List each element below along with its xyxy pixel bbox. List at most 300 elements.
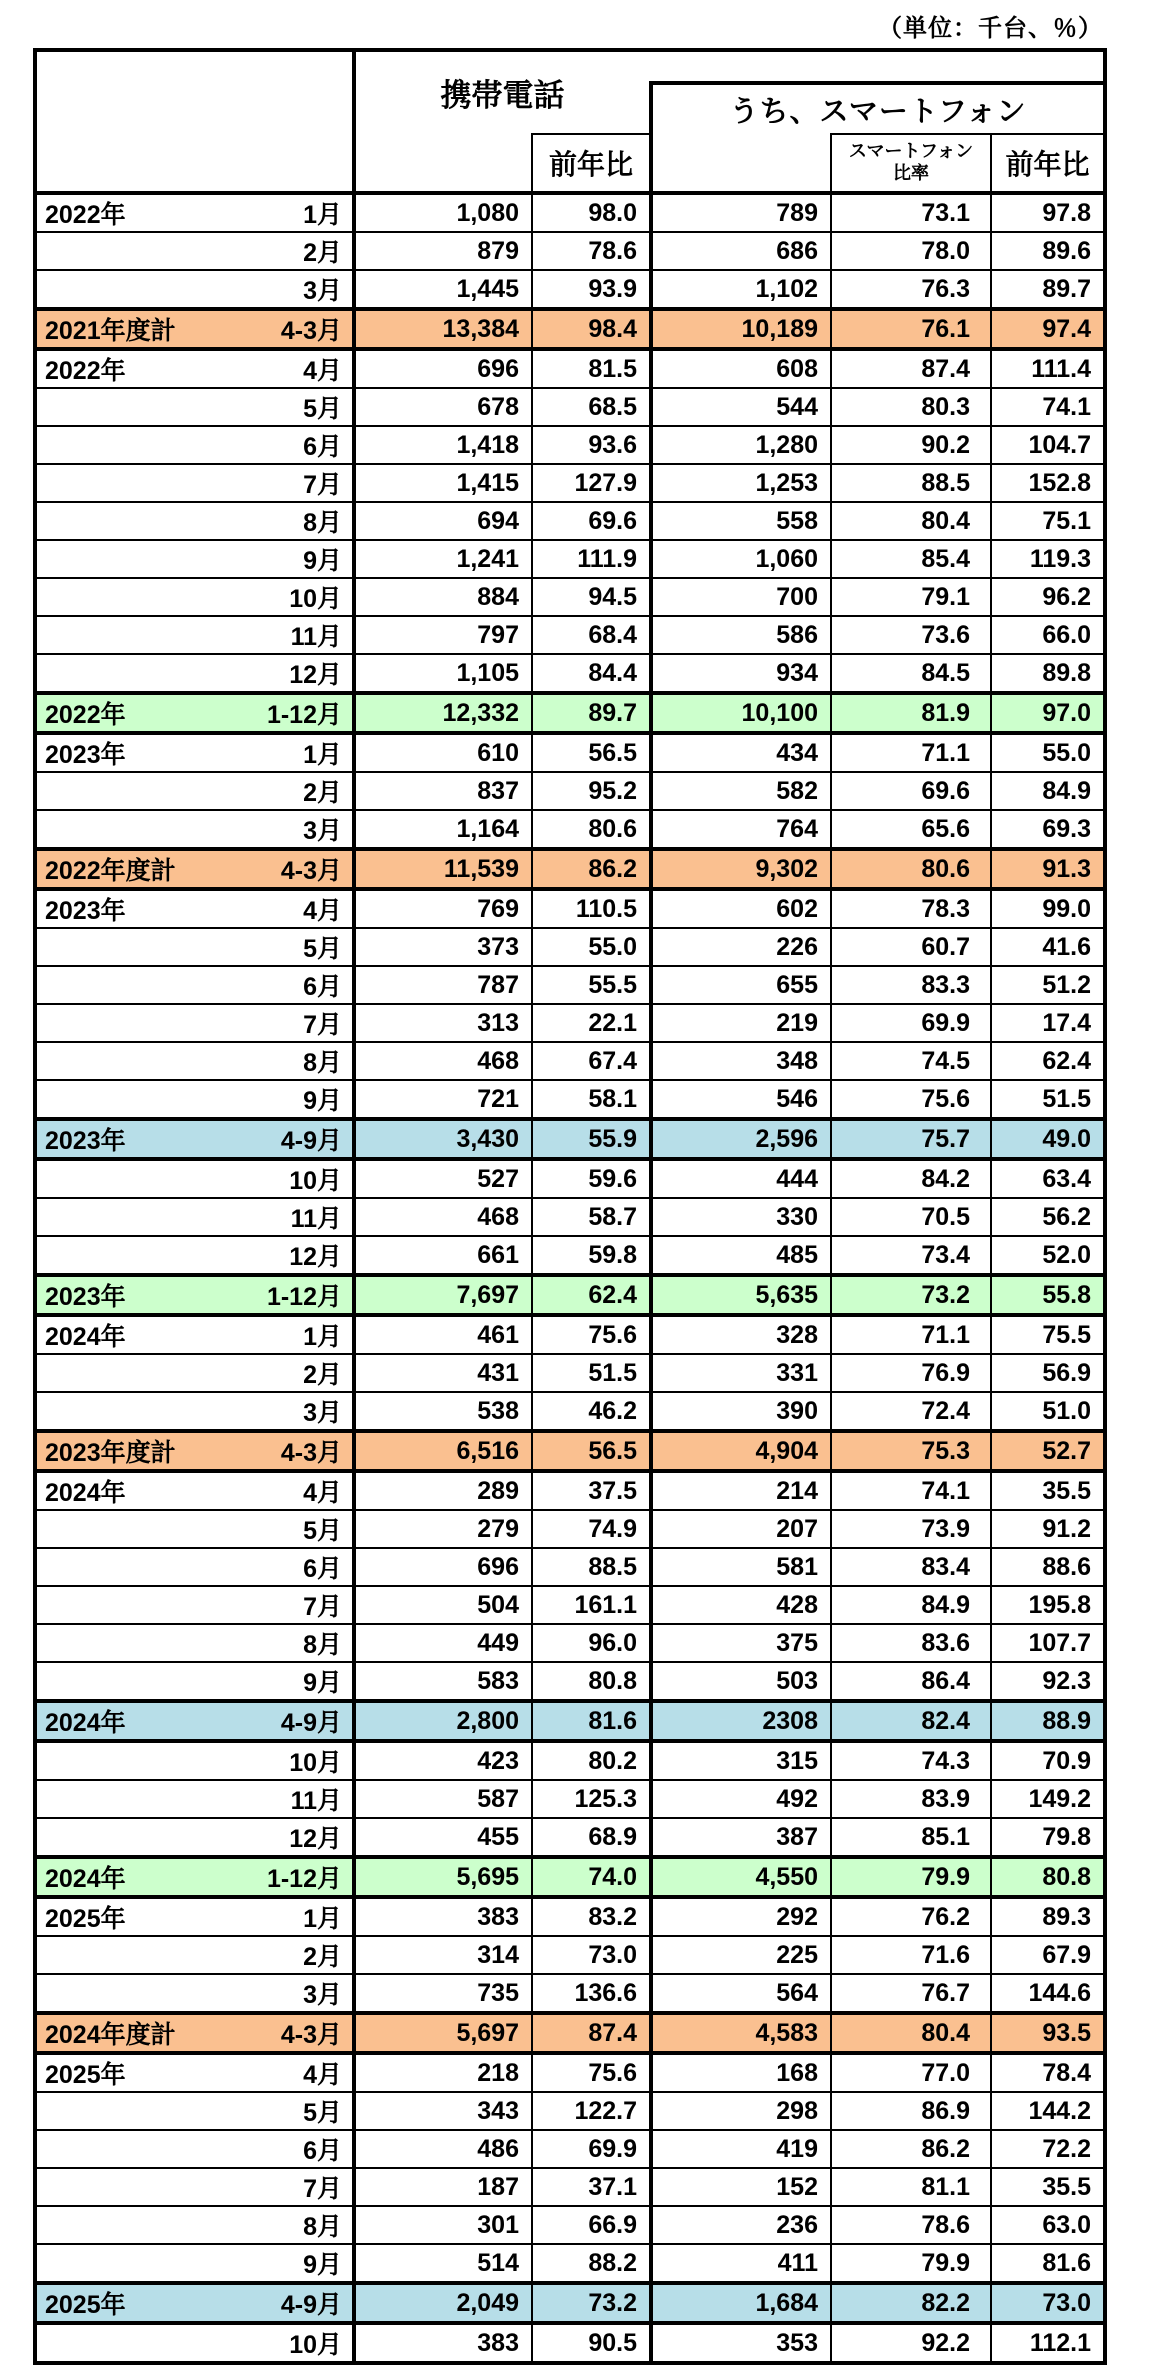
cell-sp-yoy: 84.9 <box>991 772 1105 810</box>
row-label <box>37 233 352 269</box>
cell-sp-units: 492 <box>651 1780 831 1818</box>
smartphone-units-header <box>651 134 831 193</box>
table-row <box>35 2130 1105 2168</box>
row-label <box>37 1081 352 1117</box>
cell-sp-units: 686 <box>651 232 831 270</box>
cell-sp-ratio: 79.1 <box>831 578 991 616</box>
phone-group-header: 携帯電話 <box>440 78 565 113</box>
cell-year-period <box>35 578 354 616</box>
cell-sp-units: 5,635 <box>651 1275 831 1315</box>
cell-year-period <box>35 1741 354 1780</box>
cell-sp-units: 1,102 <box>651 270 831 309</box>
period-label: 10月 <box>289 1749 342 1777</box>
cell-sp-yoy: 63.0 <box>991 2206 1105 2244</box>
table-row <box>35 616 1105 654</box>
cell-phone-units: 735 <box>354 1974 532 2013</box>
cell-phone-yoy: 75.6 <box>532 2053 651 2092</box>
row-label <box>37 1511 352 1547</box>
cell-year-period <box>35 2092 354 2130</box>
row-label <box>37 2285 352 2321</box>
period-label: 12月 <box>289 661 342 689</box>
cell-sp-units: 168 <box>651 2053 831 2092</box>
row-label <box>37 271 352 307</box>
phone-units-header <box>354 134 532 193</box>
cell-sp-yoy: 78.4 <box>991 2053 1105 2092</box>
cell-phone-yoy: 88.2 <box>532 2244 651 2283</box>
cell-year-period <box>35 654 354 693</box>
cell-phone-yoy: 74.9 <box>532 1510 651 1548</box>
cell-phone-yoy: 127.9 <box>532 464 651 502</box>
cell-phone-yoy: 98.4 <box>532 309 651 349</box>
year-label: 2024年 <box>45 1865 126 1893</box>
row-label <box>37 465 352 501</box>
cell-year-period <box>35 693 354 733</box>
cell-sp-yoy: 56.9 <box>991 1354 1105 1392</box>
cell-year-period <box>35 1586 354 1624</box>
cell-phone-yoy: 58.7 <box>532 1198 651 1236</box>
cell-sp-ratio: 84.5 <box>831 654 991 693</box>
table-row <box>35 1198 1105 1236</box>
cell-sp-units: 4,904 <box>651 1431 831 1471</box>
cell-phone-units: 879 <box>354 232 532 270</box>
cell-sp-ratio: 80.4 <box>831 502 991 540</box>
cell-sp-ratio: 80.4 <box>831 2013 991 2053</box>
cell-sp-yoy: 72.2 <box>991 2130 1105 2168</box>
year-label: 2025年 <box>45 1905 126 1933</box>
period-label: 1月 <box>303 741 342 769</box>
table-row <box>35 232 1105 270</box>
cell-year-period <box>35 1354 354 1392</box>
table-row-total <box>35 1119 1105 1159</box>
cell-sp-ratio: 75.3 <box>831 1431 991 1471</box>
cell-year-period <box>35 1510 354 1548</box>
cell-year-period <box>35 193 354 232</box>
cell-year-period <box>35 1004 354 1042</box>
cell-sp-yoy: 66.0 <box>991 616 1105 654</box>
cell-phone-units: 3,430 <box>354 1119 532 1159</box>
row-label <box>37 929 352 965</box>
cell-year-period <box>35 849 354 889</box>
row-label <box>37 1199 352 1235</box>
smartphone-yoy-header: 前年比 <box>991 134 1105 193</box>
cell-phone-units: 2,800 <box>354 1701 532 1741</box>
cell-year-period <box>35 1315 354 1354</box>
cell-sp-units: 328 <box>651 1315 831 1354</box>
table-body <box>35 193 1105 2363</box>
cell-sp-yoy: 152.8 <box>991 464 1105 502</box>
table-row <box>35 1080 1105 1119</box>
table-row <box>35 2206 1105 2244</box>
cell-sp-yoy: 51.2 <box>991 966 1105 1004</box>
row-label <box>37 1859 352 1895</box>
period-label: 1-12月 <box>266 1865 342 1893</box>
row-label <box>37 1433 352 1469</box>
year-label: 2023年 <box>45 897 126 925</box>
year-label: 2023年 <box>45 741 126 769</box>
cell-sp-units: 428 <box>651 1586 831 1624</box>
cell-sp-units: 207 <box>651 1510 831 1548</box>
row-label <box>37 811 352 847</box>
cell-sp-ratio: 72.4 <box>831 1392 991 1431</box>
cell-sp-yoy: 52.7 <box>991 1431 1105 1471</box>
cell-year-period <box>35 1159 354 1198</box>
cell-phone-yoy: 80.6 <box>532 810 651 849</box>
cell-sp-ratio: 76.2 <box>831 1897 991 1936</box>
cell-phone-yoy: 88.5 <box>532 1548 651 1586</box>
cell-phone-units: 461 <box>354 1315 532 1354</box>
row-label <box>37 2055 352 2091</box>
row-label <box>37 311 352 347</box>
cell-phone-units: 449 <box>354 1624 532 1662</box>
cell-sp-ratio: 92.2 <box>831 2323 991 2363</box>
cell-phone-yoy: 55.9 <box>532 1119 651 1159</box>
cell-phone-units: 696 <box>354 349 532 388</box>
table-row <box>35 2053 1105 2092</box>
cell-sp-yoy: 91.3 <box>991 849 1105 889</box>
cell-sp-ratio: 86.9 <box>831 2092 991 2130</box>
cell-sp-ratio: 71.1 <box>831 733 991 772</box>
period-label: 5月 <box>303 935 342 963</box>
cell-sp-yoy: 104.7 <box>991 426 1105 464</box>
cell-sp-ratio: 70.5 <box>831 1198 991 1236</box>
cell-phone-units: 301 <box>354 2206 532 2244</box>
cell-phone-units: 587 <box>354 1780 532 1818</box>
cell-sp-ratio: 86.4 <box>831 1662 991 1701</box>
cell-sp-units: 444 <box>651 1159 831 1198</box>
cell-phone-yoy: 161.1 <box>532 1586 651 1624</box>
cell-year-period <box>35 1198 354 1236</box>
period-label: 7月 <box>303 1593 342 1621</box>
row-label <box>37 1043 352 1079</box>
cell-sp-units: 10,100 <box>651 693 831 733</box>
cell-sp-units: 434 <box>651 733 831 772</box>
cell-sp-yoy: 144.6 <box>991 1974 1105 2013</box>
period-label: 11月 <box>290 1787 342 1815</box>
cell-phone-units: 12,332 <box>354 693 532 733</box>
cell-sp-ratio: 80.6 <box>831 849 991 889</box>
cell-phone-units: 1,445 <box>354 270 532 309</box>
cell-sp-units: 375 <box>651 1624 831 1662</box>
cell-phone-units: 1,415 <box>354 464 532 502</box>
cell-sp-units: 558 <box>651 502 831 540</box>
cell-year-period <box>35 1236 354 1275</box>
cell-year-period <box>35 1780 354 1818</box>
cell-phone-units: 538 <box>354 1392 532 1431</box>
row-label <box>37 2325 352 2361</box>
table-row <box>35 1586 1105 1624</box>
row-label <box>37 389 352 425</box>
row-label <box>37 1975 352 2011</box>
smartphone-ratio-header <box>831 134 991 193</box>
cell-sp-units: 934 <box>651 654 831 693</box>
cell-year-period <box>35 1701 354 1741</box>
table-row-total <box>35 2013 1105 2053</box>
table-row <box>35 578 1105 616</box>
cell-phone-units: 343 <box>354 2092 532 2130</box>
cell-sp-units: 700 <box>651 578 831 616</box>
cell-sp-yoy: 88.9 <box>991 1701 1105 1741</box>
year-label: 2022年 <box>45 201 126 229</box>
cell-sp-yoy: 17.4 <box>991 1004 1105 1042</box>
cell-sp-units: 214 <box>651 1471 831 1510</box>
cell-sp-units: 503 <box>651 1662 831 1701</box>
cell-sp-units: 546 <box>651 1080 831 1119</box>
table-row <box>35 540 1105 578</box>
cell-phone-yoy: 66.9 <box>532 2206 651 2244</box>
cell-phone-yoy: 125.3 <box>532 1780 651 1818</box>
cell-sp-yoy: 74.1 <box>991 388 1105 426</box>
cell-sp-yoy: 89.8 <box>991 654 1105 693</box>
year-label: 2025年 <box>45 2291 126 2319</box>
period-label: 2月 <box>303 1943 342 1971</box>
table-row <box>35 966 1105 1004</box>
cell-year-period <box>35 2053 354 2092</box>
row-label <box>37 2131 352 2167</box>
table-row <box>35 1354 1105 1392</box>
cell-sp-units: 1,684 <box>651 2283 831 2323</box>
cell-year-period <box>35 2283 354 2323</box>
cell-year-period <box>35 1818 354 1857</box>
table-row <box>35 464 1105 502</box>
row-label <box>37 1005 352 1041</box>
cell-sp-yoy: 89.6 <box>991 232 1105 270</box>
cell-sp-units: 2308 <box>651 1701 831 1741</box>
cell-phone-units: 527 <box>354 1159 532 1198</box>
cell-sp-ratio: 81.9 <box>831 693 991 733</box>
period-label: 8月 <box>303 1049 342 1077</box>
cell-sp-yoy: 91.2 <box>991 1510 1105 1548</box>
cell-year-period <box>35 1974 354 2013</box>
cell-phone-units: 5,697 <box>354 2013 532 2053</box>
table-row <box>35 1315 1105 1354</box>
table-row-total <box>35 2283 1105 2323</box>
cell-year-period <box>35 1080 354 1119</box>
unit-note: （単位：千台、％） <box>878 15 1103 42</box>
cell-phone-units: 218 <box>354 2053 532 2092</box>
cell-year-period <box>35 2013 354 2053</box>
cell-phone-units: 1,164 <box>354 810 532 849</box>
cell-sp-yoy: 96.2 <box>991 578 1105 616</box>
cell-phone-units: 6,516 <box>354 1431 532 1471</box>
cell-sp-units: 586 <box>651 616 831 654</box>
cell-phone-units: 837 <box>354 772 532 810</box>
cell-phone-units: 1,418 <box>354 426 532 464</box>
cell-sp-units: 485 <box>651 1236 831 1275</box>
cell-sp-ratio: 69.6 <box>831 772 991 810</box>
cell-sp-yoy: 69.3 <box>991 810 1105 849</box>
table-row <box>35 772 1105 810</box>
cell-sp-yoy: 62.4 <box>991 1042 1105 1080</box>
table-row <box>35 928 1105 966</box>
cell-sp-yoy: 112.1 <box>991 2323 1105 2363</box>
cell-phone-units: 7,697 <box>354 1275 532 1315</box>
year-label: 2024年度計 <box>45 2021 176 2049</box>
period-label: 2月 <box>303 779 342 807</box>
cell-phone-units: 504 <box>354 1586 532 1624</box>
cell-sp-units: 315 <box>651 1741 831 1780</box>
period-label: 1月 <box>303 1323 342 1351</box>
cell-year-period <box>35 464 354 502</box>
cell-sp-ratio: 74.3 <box>831 1741 991 1780</box>
cell-phone-yoy: 80.2 <box>532 1741 651 1780</box>
row-label <box>37 1237 352 1273</box>
table-row <box>35 1510 1105 1548</box>
cell-phone-units: 383 <box>354 1897 532 1936</box>
row-label <box>37 1317 352 1353</box>
cell-phone-yoy: 37.5 <box>532 1471 651 1510</box>
smartphone-ratio-line2: 比率 <box>893 163 929 183</box>
cell-phone-units: 468 <box>354 1042 532 1080</box>
cell-year-period <box>35 810 354 849</box>
cell-phone-yoy: 37.1 <box>532 2168 651 2206</box>
cell-phone-units: 769 <box>354 889 532 928</box>
cell-phone-yoy: 86.2 <box>532 849 651 889</box>
period-label: 1-12月 <box>266 1283 342 1311</box>
table-row <box>35 426 1105 464</box>
cell-sp-ratio: 83.6 <box>831 1624 991 1662</box>
cell-phone-units: 455 <box>354 1818 532 1857</box>
cell-sp-units: 2,596 <box>651 1119 831 1159</box>
row-label <box>37 1393 352 1429</box>
cell-sp-units: 348 <box>651 1042 831 1080</box>
period-label: 4月 <box>303 357 342 385</box>
cell-year-period <box>35 928 354 966</box>
cell-year-period <box>35 1042 354 1080</box>
cell-sp-yoy: 144.2 <box>991 2092 1105 2130</box>
period-label: 1-12月 <box>266 701 342 729</box>
year-label: 2025年 <box>45 2061 126 2089</box>
cell-sp-units: 219 <box>651 1004 831 1042</box>
cell-sp-units: 764 <box>651 810 831 849</box>
cell-sp-ratio: 77.0 <box>831 2053 991 2092</box>
period-label: 2月 <box>303 1361 342 1389</box>
cell-sp-ratio: 75.6 <box>831 1080 991 1119</box>
cell-phone-yoy: 89.7 <box>532 693 651 733</box>
row-label <box>37 1355 352 1391</box>
table-row <box>35 889 1105 928</box>
cell-phone-units: 884 <box>354 578 532 616</box>
cell-phone-yoy: 96.0 <box>532 1624 651 1662</box>
cell-phone-yoy: 68.4 <box>532 616 651 654</box>
cell-year-period <box>35 966 354 1004</box>
cell-sp-units: 225 <box>651 1936 831 1974</box>
cell-phone-yoy: 73.2 <box>532 2283 651 2323</box>
year-label: 2022年 <box>45 701 126 729</box>
year-label: 2022年度計 <box>45 857 176 885</box>
row-label <box>37 695 352 731</box>
cell-sp-yoy: 41.6 <box>991 928 1105 966</box>
cell-phone-yoy: 59.6 <box>532 1159 651 1198</box>
cell-phone-units: 787 <box>354 966 532 1004</box>
shipments-table <box>33 48 1107 2365</box>
cell-sp-ratio: 86.2 <box>831 2130 991 2168</box>
cell-phone-yoy: 69.9 <box>532 2130 651 2168</box>
cell-phone-units: 468 <box>354 1198 532 1236</box>
cell-phone-units: 486 <box>354 2130 532 2168</box>
row-label <box>37 1625 352 1661</box>
table-row <box>35 349 1105 388</box>
cell-year-period <box>35 270 354 309</box>
table-row <box>35 1042 1105 1080</box>
cell-sp-yoy: 89.3 <box>991 1897 1105 1936</box>
cell-sp-yoy: 111.4 <box>991 349 1105 388</box>
year-label: 2023年度計 <box>45 1439 176 1467</box>
cell-year-period <box>35 349 354 388</box>
table-row <box>35 2244 1105 2283</box>
table-row <box>35 388 1105 426</box>
table-row <box>35 1548 1105 1586</box>
row-label <box>37 1161 352 1197</box>
corner-cell <box>35 50 354 193</box>
cell-sp-units: 411 <box>651 2244 831 2283</box>
cell-phone-yoy: 62.4 <box>532 1275 651 1315</box>
cell-sp-ratio: 78.6 <box>831 2206 991 2244</box>
cell-sp-units: 1,253 <box>651 464 831 502</box>
cell-year-period <box>35 1471 354 1510</box>
cell-phone-units: 314 <box>354 1936 532 1974</box>
period-label: 3月 <box>303 1981 342 2009</box>
period-label: 6月 <box>303 2137 342 2165</box>
cell-sp-ratio: 83.4 <box>831 1548 991 1586</box>
cell-sp-ratio: 78.0 <box>831 232 991 270</box>
cell-phone-units: 694 <box>354 502 532 540</box>
cell-sp-units: 4,550 <box>651 1857 831 1897</box>
cell-year-period <box>35 2130 354 2168</box>
row-label <box>37 1743 352 1779</box>
cell-phone-yoy: 93.9 <box>532 270 651 309</box>
row-label <box>37 851 352 887</box>
cell-sp-ratio: 83.9 <box>831 1780 991 1818</box>
cell-year-period <box>35 2244 354 2283</box>
period-label: 3月 <box>303 817 342 845</box>
period-label: 4-3月 <box>280 1439 342 1467</box>
header-spacer <box>651 50 1105 83</box>
cell-sp-ratio: 76.1 <box>831 309 991 349</box>
cell-sp-ratio: 69.9 <box>831 1004 991 1042</box>
cell-year-period <box>35 1275 354 1315</box>
cell-phone-yoy: 81.5 <box>532 349 651 388</box>
period-label: 9月 <box>303 2251 342 2279</box>
cell-year-period <box>35 889 354 928</box>
cell-sp-ratio: 73.1 <box>831 193 991 232</box>
cell-year-period <box>35 1431 354 1471</box>
cell-phone-yoy: 90.5 <box>532 2323 651 2363</box>
table-row <box>35 1662 1105 1701</box>
cell-sp-ratio: 73.2 <box>831 1275 991 1315</box>
row-label <box>37 2245 352 2281</box>
table-row <box>35 2092 1105 2130</box>
cell-sp-ratio: 81.1 <box>831 2168 991 2206</box>
period-label: 9月 <box>303 1669 342 1697</box>
year-label: 2022年 <box>45 357 126 385</box>
cell-sp-units: 226 <box>651 928 831 966</box>
cell-sp-units: 789 <box>651 193 831 232</box>
row-label <box>37 891 352 927</box>
table-row <box>35 270 1105 309</box>
table-row <box>35 810 1105 849</box>
cell-phone-units: 2,049 <box>354 2283 532 2323</box>
cell-phone-yoy: 59.8 <box>532 1236 651 1275</box>
cell-sp-yoy: 70.9 <box>991 1741 1105 1780</box>
cell-year-period <box>35 1897 354 1936</box>
table-row-total <box>35 1701 1105 1741</box>
cell-sp-units: 236 <box>651 2206 831 2244</box>
row-label <box>37 541 352 577</box>
cell-year-period <box>35 616 354 654</box>
period-label: 6月 <box>303 973 342 1001</box>
cell-phone-yoy: 78.6 <box>532 232 651 270</box>
cell-sp-yoy: 93.5 <box>991 2013 1105 2053</box>
